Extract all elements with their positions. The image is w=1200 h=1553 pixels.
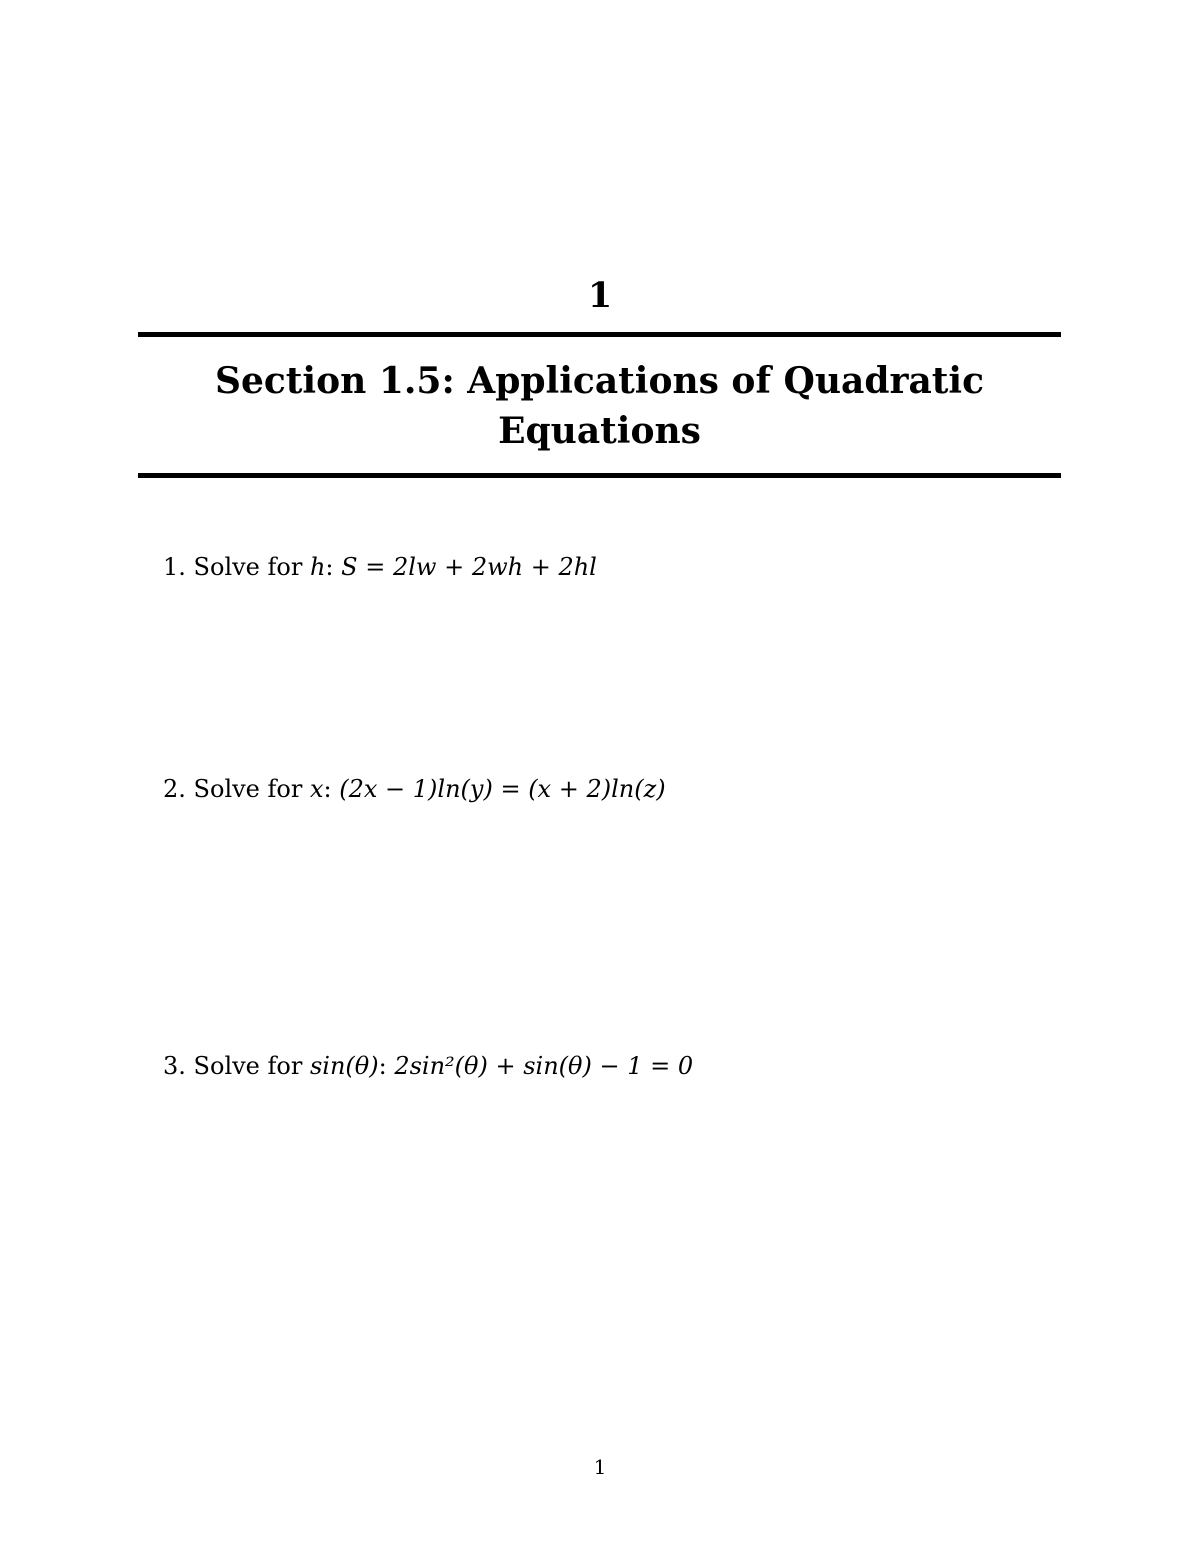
problem-number: 1. [163,553,186,581]
problem-variable: h [309,553,326,581]
chapter-number: 1 [587,275,613,316]
title-rule-top [138,332,1061,337]
problem-prompt: Solve for [193,553,303,581]
problem-number: 3. [163,1052,186,1080]
title-rule-bottom [138,473,1061,478]
problem-variable: sin(θ) [309,1052,379,1080]
problem-prompt: Solve for [193,775,303,803]
problem-equation: (2x − 1)ln(y) = (x + 2)ln(z) [339,775,666,803]
problem-equation: S = 2lw + 2wh + 2hl [341,553,597,581]
problem-prompt: Solve for [193,1052,303,1080]
problem-variable: x [309,775,324,803]
problem-1: 1. Solve for h: S = 2lw + 2wh + 2hl [163,553,597,581]
section-title: Section 1.5: Applications of Quadratic Equations [214,360,985,452]
problem-equation: 2sin²(θ) + sin(θ) − 1 = 0 [394,1052,694,1080]
problem-2: 2. Solve for x: (2x − 1)ln(y) = (x + 2)ln(z) [163,775,666,803]
problem-3: 3. Solve for sin(θ): 2sin²(θ) + sin(θ) − 1 = 0 [163,1052,694,1080]
problem-number: 2. [163,775,186,803]
page-number: 1 [593,1455,607,1479]
